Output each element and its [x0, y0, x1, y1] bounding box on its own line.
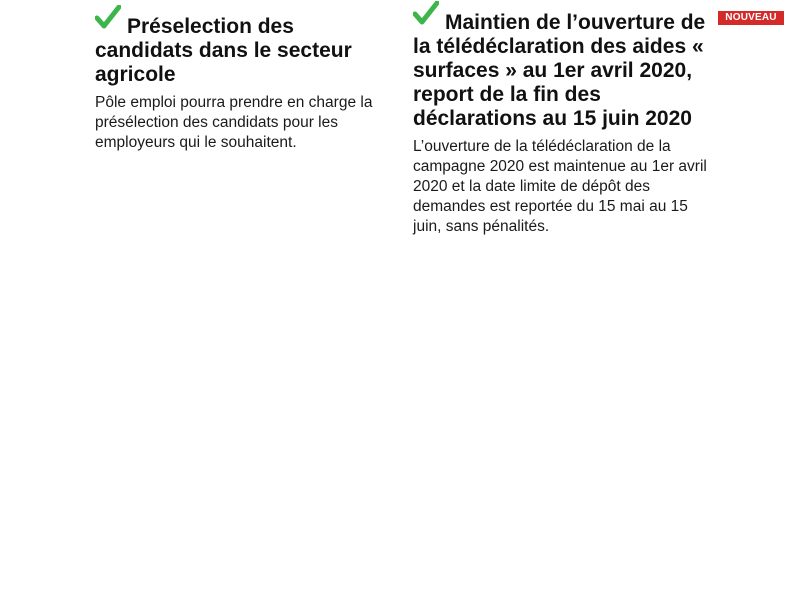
new-badge: NOUVEAU: [718, 11, 784, 25]
section-teledeclaration: [413, 0, 713, 237]
check-icon: [95, 5, 121, 29]
check-icon: [413, 1, 439, 25]
section-body: Pôle emploi pourra prendre en charge la présélection des candidats pour les employeurs qui le souhaitent.: [95, 94, 373, 151]
section-heading-text: Préselection des candidats dans le secteur agricole: [95, 15, 352, 86]
section-body: L’ouverture de la télédéclaration de la campagne 2020 est maintenue au 1er avril 2020 et la date limite de dépôt des demandes est reportée du 15 mai au 15 juin, sans pénalités.: [413, 138, 707, 235]
section-preselection: [95, 0, 395, 153]
section-heading: [413, 0, 713, 131]
section-heading: [95, 0, 395, 87]
section-heading-text: Maintien de l’ouverture de la télédéclaration des aides « surfaces » au 1er avril 2020, report de la fin des déclarations au 15 juin 2020: [413, 11, 706, 130]
